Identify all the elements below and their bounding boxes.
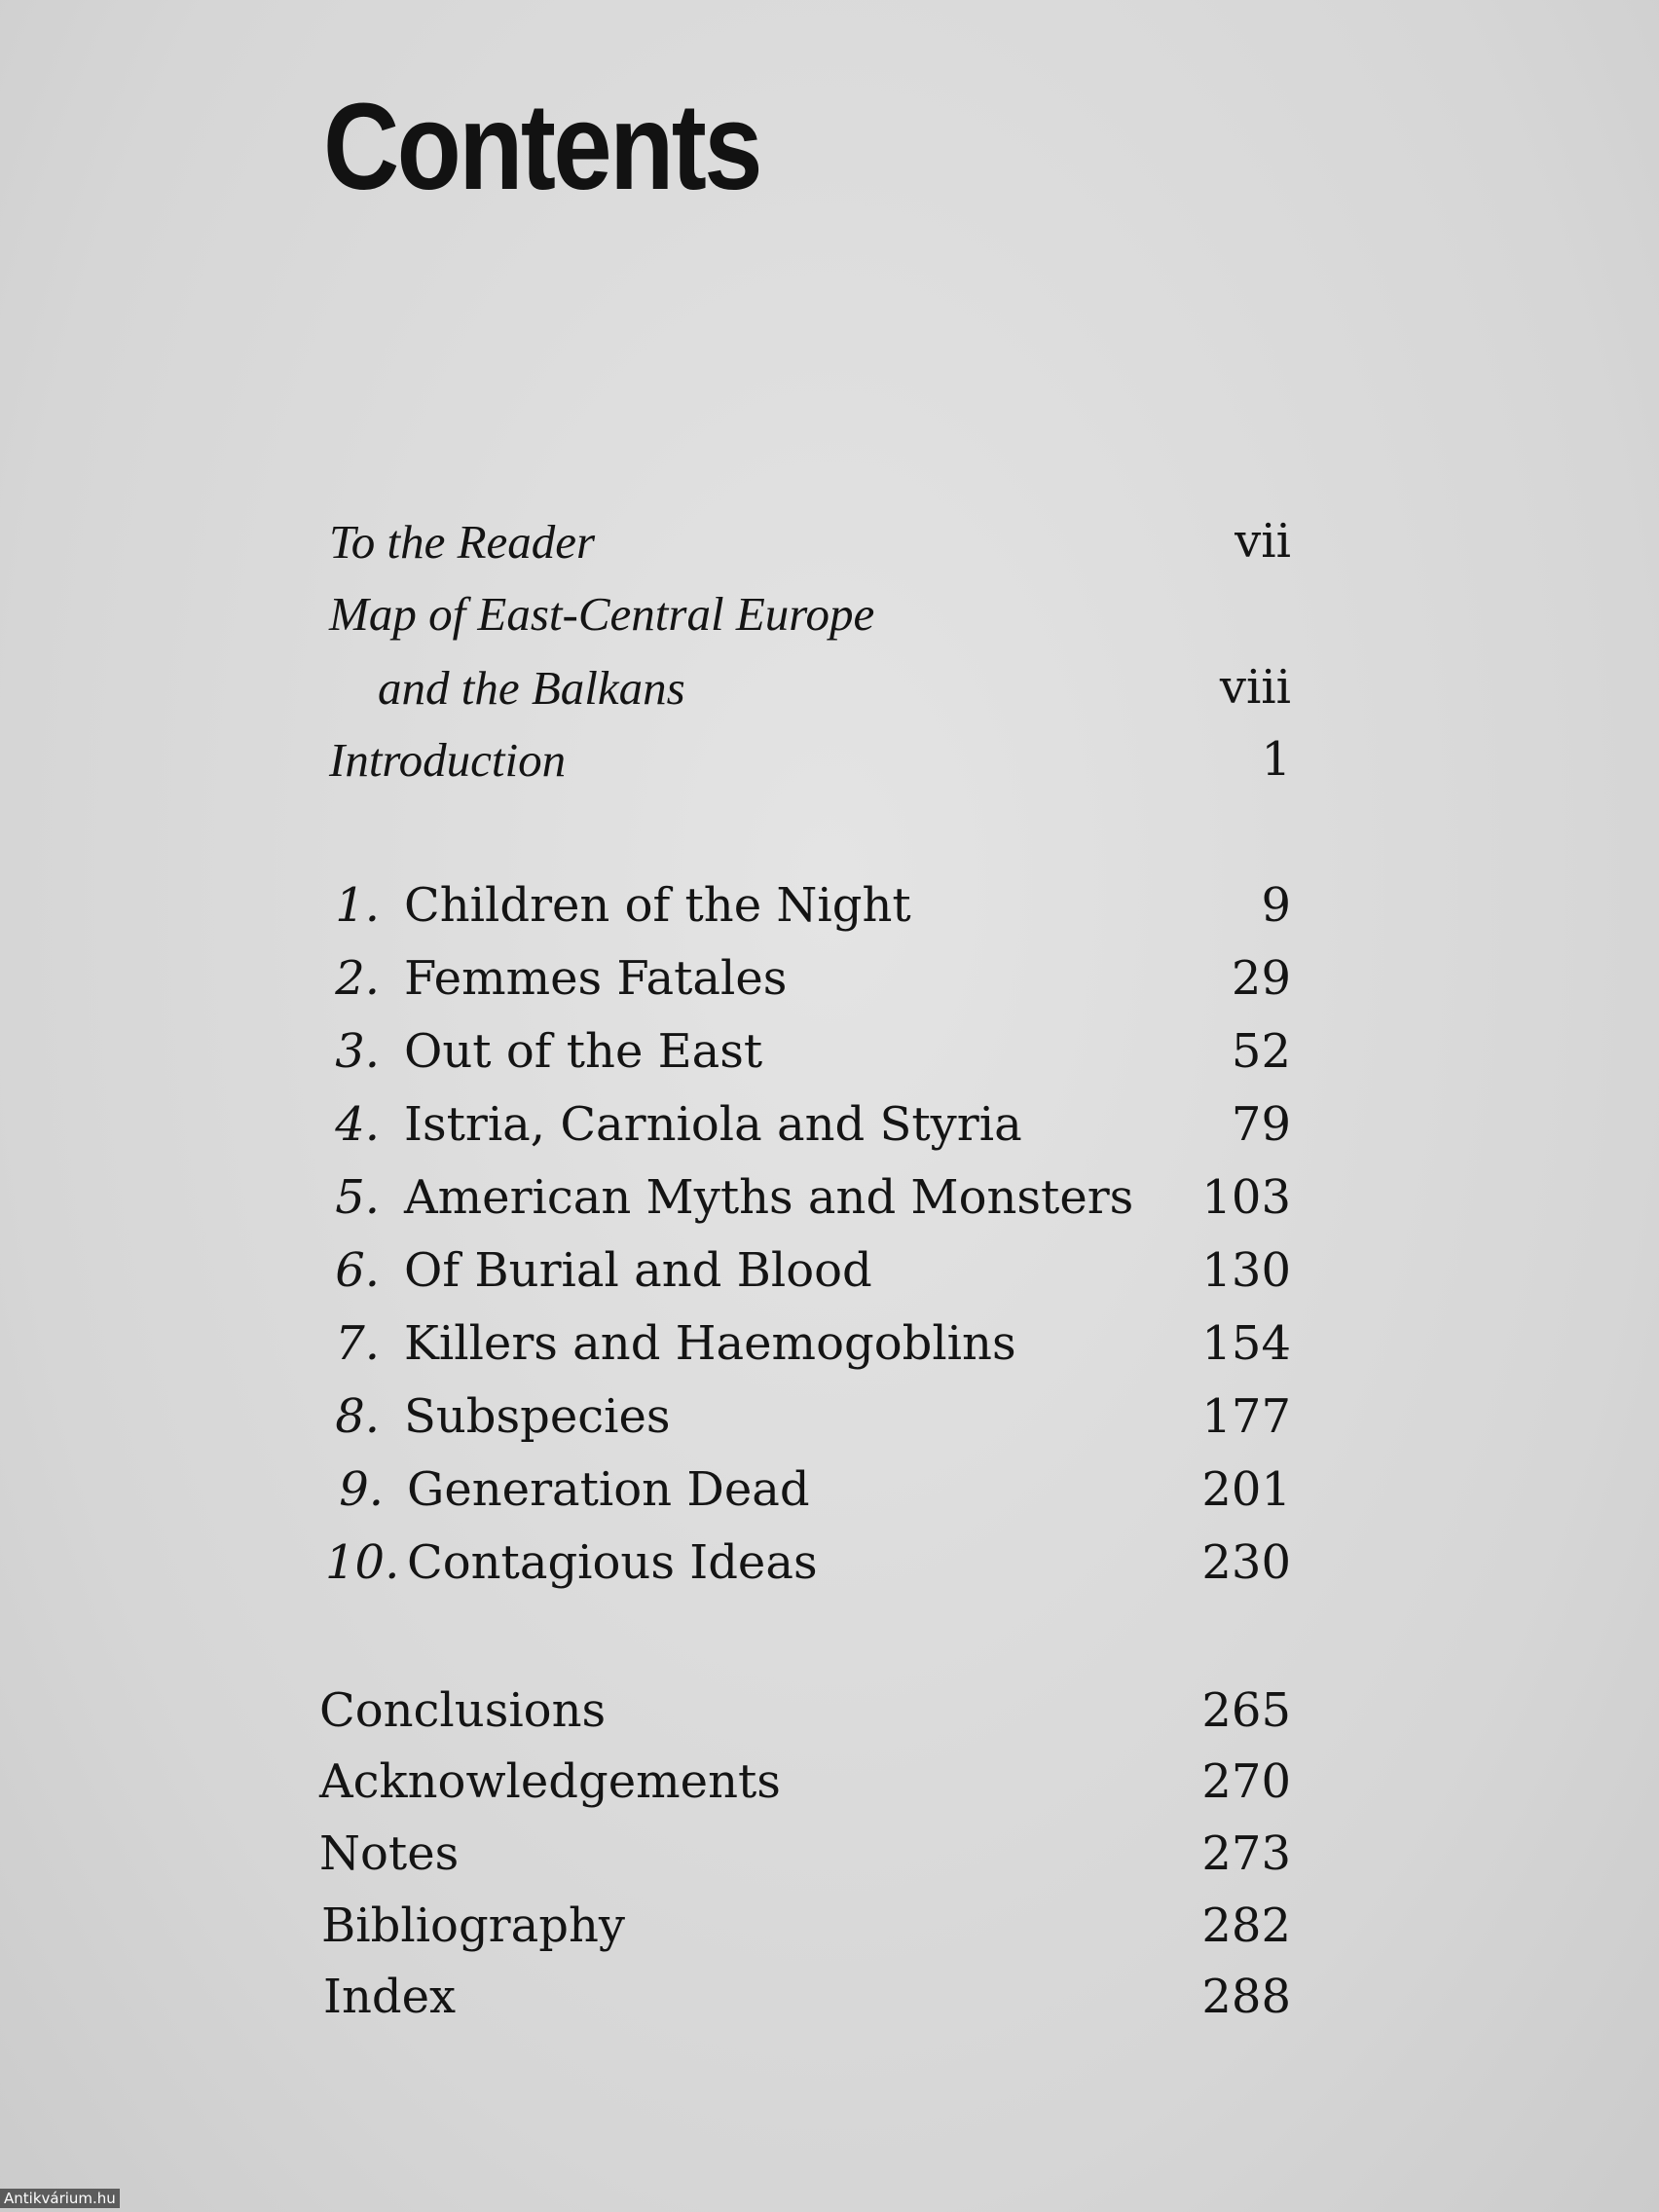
toc-entry-page: 52 bbox=[1231, 1024, 1291, 1079]
toc-entry-title: Killers and Haemogoblins bbox=[404, 1316, 1016, 1371]
toc-entry-back[interactable] bbox=[0, 1826, 1659, 1899]
toc-entry-title: Generation Dead bbox=[407, 1462, 810, 1517]
chapter-number: 7. bbox=[335, 1316, 380, 1371]
toc-entry-back[interactable] bbox=[0, 1970, 1659, 2042]
toc-entry-title: Femmes Fatales bbox=[404, 951, 788, 1006]
toc-entry-title: Index bbox=[323, 1970, 457, 2024]
toc-entry-title: Notes bbox=[319, 1826, 460, 1881]
toc-entry-chapter[interactable] bbox=[0, 878, 1659, 950]
toc-entry-title: Istria, Carniola and Styria bbox=[404, 1097, 1022, 1152]
toc-entry-chapter[interactable] bbox=[0, 1316, 1659, 1388]
toc-entry-title: Contagious Ideas bbox=[407, 1535, 818, 1590]
toc-entry-front[interactable] bbox=[0, 660, 1659, 732]
toc-entry-page: 201 bbox=[1201, 1462, 1291, 1517]
toc-entry-back[interactable] bbox=[0, 1754, 1659, 1826]
toc-entry-chapter[interactable] bbox=[0, 1389, 1659, 1461]
toc-entry-page: 79 bbox=[1231, 1097, 1291, 1152]
toc-entry-page: 130 bbox=[1201, 1243, 1291, 1298]
chapter-number: 6. bbox=[335, 1243, 380, 1298]
toc-entry-page: 154 bbox=[1201, 1316, 1291, 1371]
chapter-number: 3. bbox=[335, 1024, 380, 1079]
toc-entry-chapter[interactable] bbox=[0, 951, 1659, 1023]
toc-entry-back[interactable] bbox=[0, 1899, 1659, 1971]
toc-entry-chapter[interactable] bbox=[0, 1462, 1659, 1534]
chapter-number: 4. bbox=[335, 1097, 380, 1152]
toc-entry-title: Bibliography bbox=[321, 1899, 625, 1953]
toc-entry-page: 282 bbox=[1201, 1899, 1291, 1953]
toc-entry-page: viii bbox=[1219, 660, 1291, 715]
toc-entry-page: 103 bbox=[1201, 1170, 1291, 1225]
toc-entry-title: Introduction bbox=[329, 733, 567, 787]
toc-entry-page: 273 bbox=[1201, 1826, 1291, 1881]
page-title: Contents bbox=[323, 78, 760, 215]
chapter-number: 10. bbox=[325, 1535, 400, 1590]
toc-entry-title: Conclusions bbox=[319, 1683, 607, 1738]
toc-entry-chapter[interactable] bbox=[0, 1170, 1659, 1242]
chapter-number: 2. bbox=[335, 951, 380, 1006]
toc-entry-chapter[interactable] bbox=[0, 1243, 1659, 1315]
toc-entry-title: Of Burial and Blood bbox=[404, 1243, 872, 1298]
toc-entry-title: Children of the Night bbox=[404, 878, 911, 933]
toc-entry-title: Acknowledgements bbox=[319, 1754, 781, 1809]
chapter-number: 9. bbox=[339, 1462, 384, 1517]
toc-entry-back[interactable] bbox=[0, 1683, 1659, 1755]
toc-entry-front[interactable] bbox=[0, 587, 1659, 658]
chapter-number: 5. bbox=[335, 1170, 380, 1225]
toc-entry-page: 230 bbox=[1201, 1535, 1291, 1590]
toc-entry-chapter[interactable] bbox=[0, 1097, 1659, 1169]
toc-entry-page: 270 bbox=[1201, 1754, 1291, 1809]
toc-entry-title: To the Reader bbox=[329, 515, 596, 569]
toc-entry-chapter[interactable] bbox=[0, 1535, 1659, 1607]
toc-entry-page: 1 bbox=[1261, 732, 1291, 787]
toc-entry-front[interactable] bbox=[0, 732, 1659, 804]
toc-entry-title: Out of the East bbox=[404, 1024, 763, 1079]
toc-entry-page: 288 bbox=[1201, 1970, 1291, 2024]
watermark: Antikvárium.hu bbox=[0, 2189, 120, 2208]
chapter-number: 8. bbox=[335, 1389, 380, 1444]
toc-entry-page: 9 bbox=[1261, 878, 1291, 933]
toc-entry-page: 265 bbox=[1201, 1683, 1291, 1738]
toc-entry-chapter[interactable] bbox=[0, 1024, 1659, 1096]
toc-entry-title: Map of East-Central Europe bbox=[329, 587, 875, 641]
toc-entry-title: Subspecies bbox=[404, 1389, 671, 1444]
toc-entry-front[interactable] bbox=[0, 514, 1659, 586]
toc-entry-page: 177 bbox=[1201, 1389, 1291, 1444]
toc-entry-title: American Myths and Monsters bbox=[404, 1170, 1134, 1225]
chapter-number: 1. bbox=[335, 878, 380, 933]
toc-entry-page: 29 bbox=[1231, 951, 1291, 1006]
toc-entry-page: vii bbox=[1235, 514, 1291, 569]
toc-entry-title: and the Balkans bbox=[378, 661, 685, 715]
